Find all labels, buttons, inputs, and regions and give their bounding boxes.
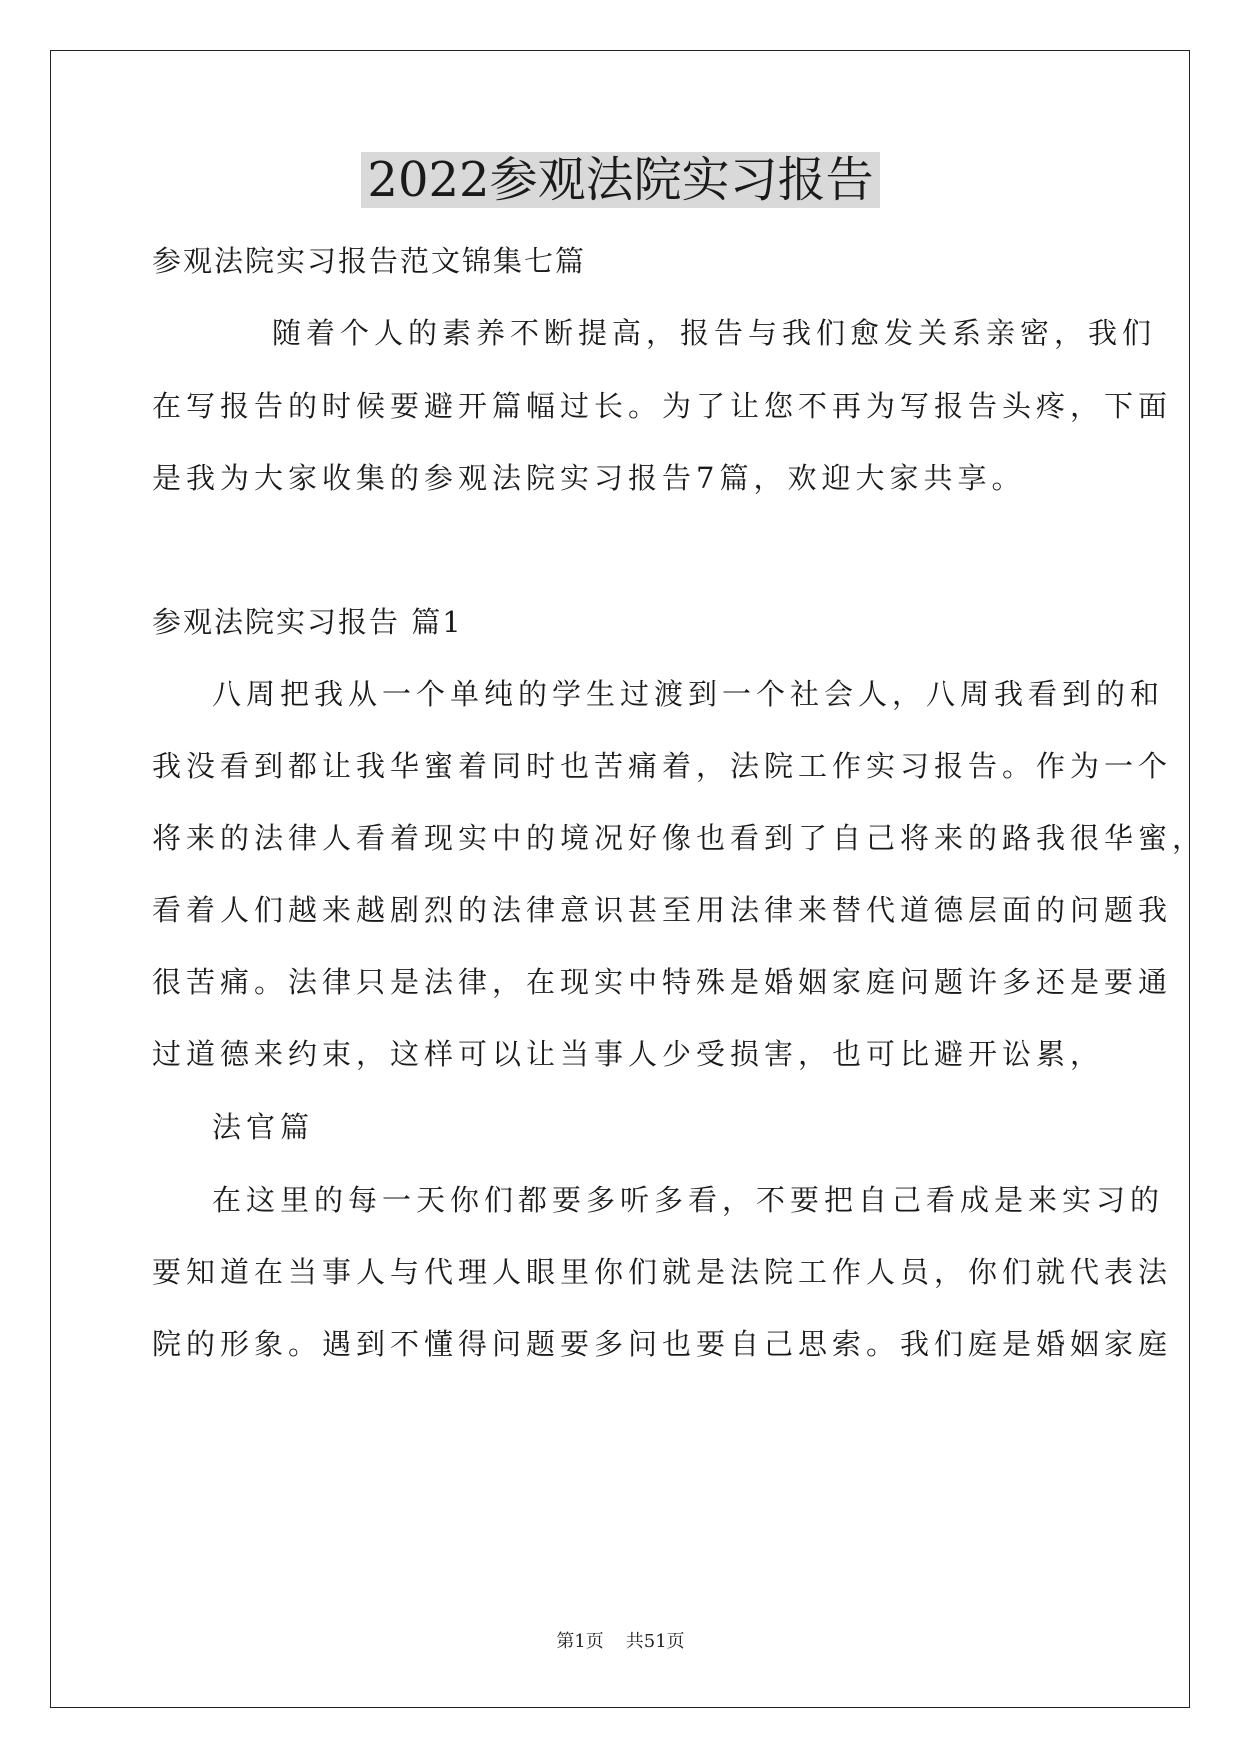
document-title-text: 2022参观法院实习报告 — [361, 152, 879, 208]
section-line-1: 八周把我从一个单纯的学生过渡到一个社会人，八周我看到的和 — [212, 677, 1165, 711]
page-border — [50, 50, 1207, 1708]
judge-line-2: 要知道在当事人与代理人眼里你们就是法院工作人员，你们就代表法 — [152, 1255, 1173, 1289]
document-subtitle: 参观法院实习报告范文锦集七篇 — [152, 244, 587, 278]
page-footer — [0, 1630, 1241, 1654]
intro-line-2: 在写报告的时候要避开篇幅过长。为了让您不再为写报告头疼，下面 — [152, 389, 1173, 423]
section-line-6: 过道德来约束，这样可以让当事人少受损害，也可比避开讼累， — [152, 1037, 1105, 1071]
section-line-4: 看着人们越来越剧烈的法律意识甚至用法律来替代道德层面的问题我 — [152, 893, 1173, 927]
section-line-3: 将来的法律人看着现实中的境况好像也看到了自己将来的路我很华蜜， — [152, 821, 1207, 855]
section-line-2: 我没看到都让我华蜜着同时也苦痛着，法院工作实习报告。作为一个 — [152, 749, 1173, 783]
judge-line-1: 在这里的每一天你们都要多听多看，不要把自己看成是来实习的 — [212, 1183, 1165, 1217]
intro-line-3: 是我为大家收集的参观法院实习报告7篇，欢迎大家共享。 — [152, 461, 1026, 495]
intro-line-1: 随着个人的素养不断提高，报告与我们愈发关系亲密，我们 — [272, 316, 1157, 350]
section-heading: 参观法院实习报告 篇1 — [152, 605, 463, 639]
judge-heading: 法官篇 — [212, 1110, 315, 1144]
page-number: 第1页 — [556, 1631, 604, 1652]
judge-line-3: 院的形象。遇到不懂得问题要多问也要自己思索。我们庭是婚姻家庭 — [152, 1327, 1173, 1361]
document-title — [0, 148, 1241, 212]
page-total: 共51页 — [625, 1631, 685, 1652]
section-line-5: 很苦痛。法律只是法律，在现实中特殊是婚姻家庭问题许多还是要通 — [152, 965, 1173, 999]
